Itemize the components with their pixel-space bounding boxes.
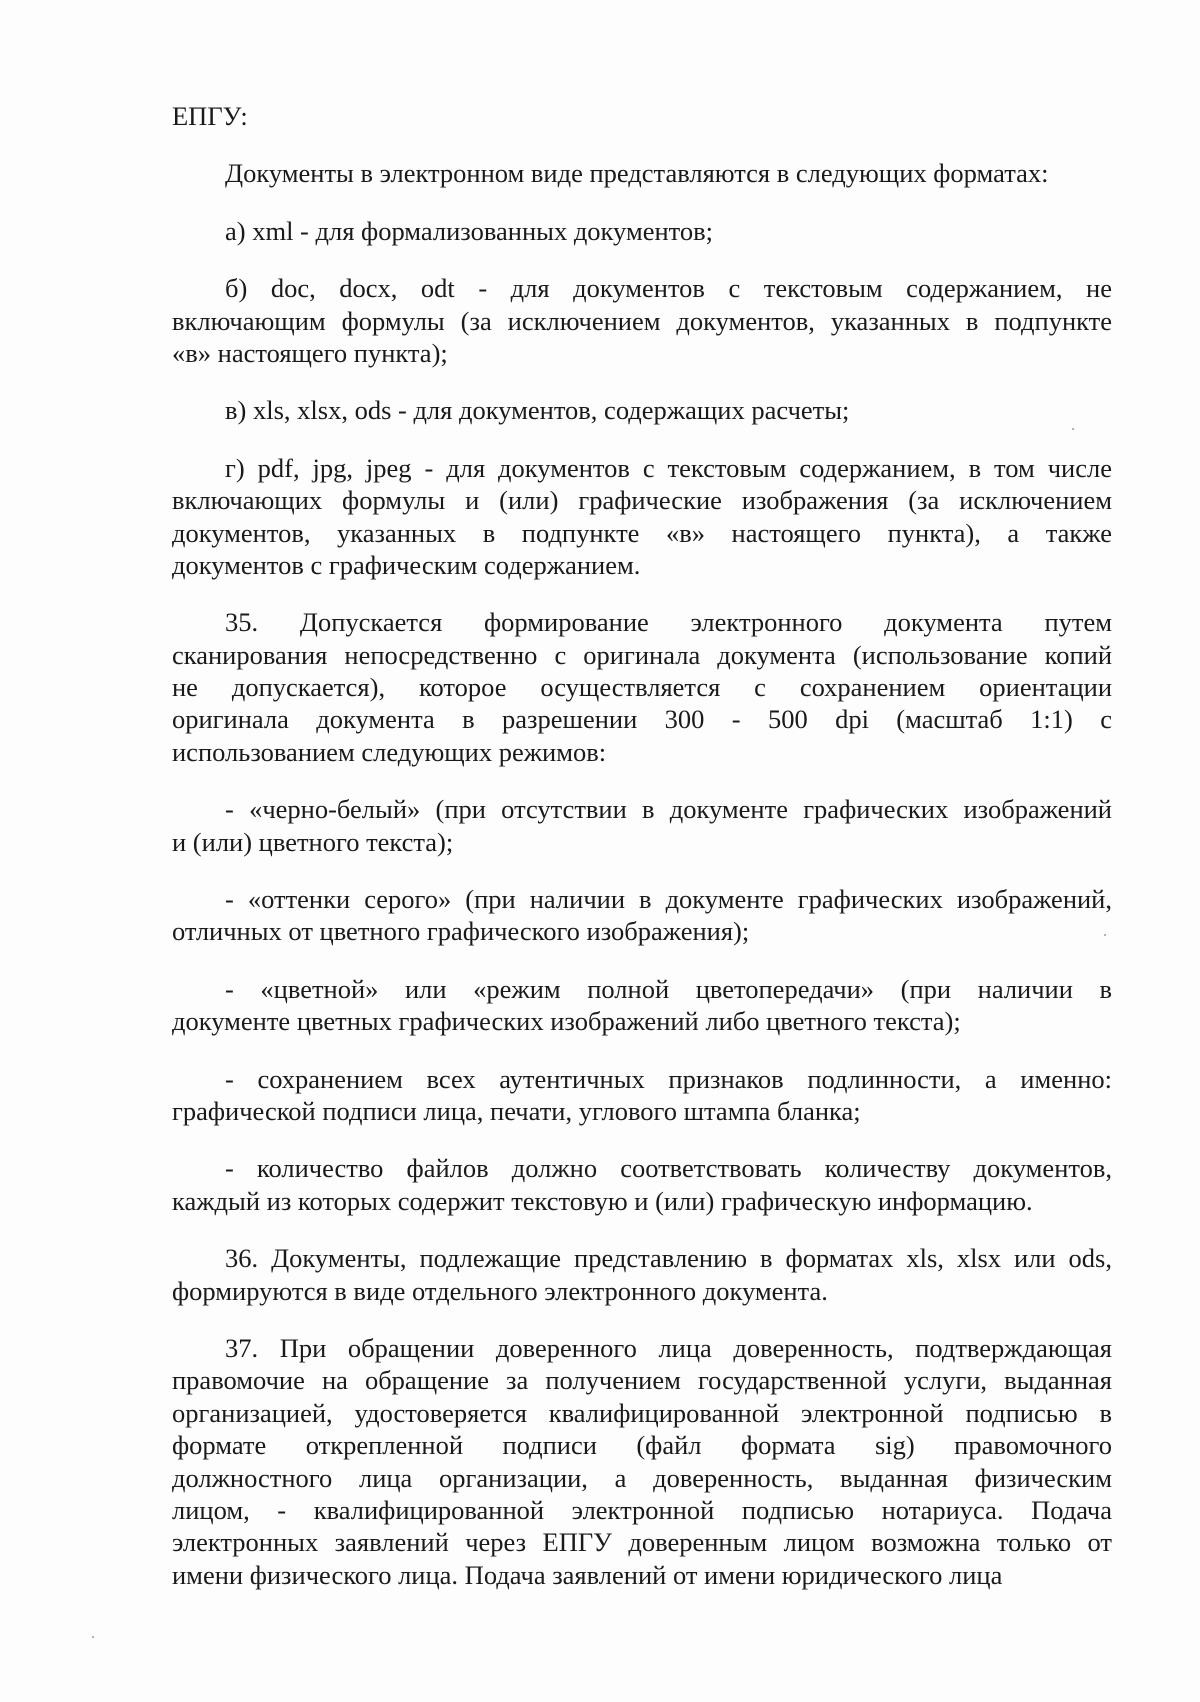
paragraph-gap	[172, 581, 1112, 606]
paragraph	[172, 1063, 1112, 1128]
paragraph-gap	[172, 948, 1112, 973]
document-body	[172, 100, 1112, 1591]
text-line: электронных заявлений через ЕПГУ доверенным лицом возможна только от	[172, 1527, 1112, 1558]
text-line: Документы в электронном виде представляются в следующих форматах:	[225, 158, 1049, 189]
paragraph-gap	[172, 427, 1112, 452]
paragraph	[172, 1332, 1112, 1591]
text-line: документе цветных графических изображений либо цветного текста);	[172, 1006, 961, 1037]
text-line: - сохранением всех аутентичных признаков подлинности, а именно:	[225, 1063, 1112, 1094]
text-line: не допускается), которое осуществляется с сохранением ориентации	[172, 672, 1112, 703]
scan-speck	[92, 1636, 94, 1638]
text-line: ЕПГУ:	[172, 101, 248, 131]
text-line: а) xml - для формализованных документов;	[225, 215, 714, 246]
paragraph	[172, 272, 1112, 369]
text-line: использованием следующих режимов:	[172, 736, 607, 767]
text-line: сканирования непосредственно с оригинала документа (использование копий	[172, 639, 1112, 670]
text-line: в) xls, xlsx, ods - для документов, содержащих расчеты;	[225, 395, 850, 426]
text-line: каждый из которых содержит текстовую и (или) графическую информацию.	[172, 1185, 1033, 1216]
text-line: документов с графическим содержанием.	[172, 549, 641, 580]
paragraph	[172, 883, 1112, 948]
text-line: отличных от цветного графического изображения);	[172, 916, 750, 947]
text-line: должностного лица организации, а доверенность, выданная физическим	[172, 1462, 1112, 1493]
text-line: г) pdf, jpg, jpeg - для документов с текстовым содержанием, в том числе	[225, 452, 1112, 483]
paragraph	[172, 394, 1112, 426]
paragraph	[172, 973, 1112, 1038]
paragraph-gap	[172, 1127, 1112, 1152]
text-line: - «цветной» или «режим полной цветопередачи» (при наличии в	[225, 973, 1112, 1004]
paragraph-gap	[172, 858, 1112, 883]
text-line: графической подписи лица, печати, углового штампа бланка;	[172, 1095, 861, 1126]
text-line: - количество файлов должно соответствовать количеству документов,	[225, 1153, 1112, 1184]
text-line: - «оттенки серого» (при наличии в документе графических изображений,	[225, 884, 1112, 915]
text-line: - «черно-белый» (при отсутствии в документе графических изображений	[225, 794, 1112, 825]
paragraph	[172, 452, 1112, 582]
paragraph-gap	[172, 768, 1112, 793]
paragraph	[172, 100, 1112, 132]
paragraph	[172, 1152, 1112, 1217]
text-line: б) doc, docx, odt - для документов с текстовым содержанием, не	[225, 273, 1112, 304]
text-line: документов, указанных в подпункте «в» настоящего пункта), а также	[172, 517, 1112, 548]
text-line: организацией, удостоверяется квалифицированной электронной подписью в	[172, 1397, 1112, 1428]
paragraph-gap	[172, 1038, 1112, 1063]
text-line: включающим формулы (за исключением документов, указанных в подпункте	[172, 305, 1112, 336]
scan-speck	[1072, 428, 1074, 430]
paragraph-gap	[172, 1217, 1112, 1242]
text-line: 37. При обращении доверенного лица доверенность, подтверждающая	[225, 1332, 1112, 1363]
text-line: формируются в виде отдельного электронного документа.	[172, 1275, 828, 1306]
text-line: правомочие на обращение за получением государственной услуги, выданная	[172, 1365, 1112, 1396]
paragraph	[172, 1242, 1112, 1307]
text-line: и (или) цветного текста);	[172, 826, 454, 857]
paragraph	[172, 215, 1112, 247]
paragraph-gap	[172, 190, 1112, 215]
paragraph-gap	[172, 369, 1112, 394]
text-line: формате открепленной подписи (файл формата sig) правомочного	[172, 1430, 1112, 1461]
text-line: оригинала документа в разрешении 300 - 500 dpi (масштаб 1:1) с	[172, 704, 1112, 735]
text-line: имени физического лица. Подача заявлений от имени юридического лица	[172, 1559, 1003, 1590]
scan-speck	[1104, 934, 1106, 936]
text-line: 35. Допускается формирование электронного документа путем	[225, 607, 1112, 638]
text-line: «в» настоящего пункта);	[172, 337, 448, 368]
text-line: 36. Документы, подлежащие представлению в форматах xls, xlsx или ods,	[225, 1243, 1112, 1274]
paragraph	[172, 157, 1112, 189]
paragraph	[172, 793, 1112, 858]
text-line: лицом, - квалифицированной электронной подписью нотариуса. Подача	[172, 1494, 1112, 1525]
text-line: включающих формулы и (или) графические изображения (за исключением	[172, 485, 1112, 516]
paragraph-gap	[172, 247, 1112, 272]
paragraph-gap	[172, 1307, 1112, 1332]
paragraph-gap	[172, 132, 1112, 157]
paragraph	[172, 606, 1112, 768]
